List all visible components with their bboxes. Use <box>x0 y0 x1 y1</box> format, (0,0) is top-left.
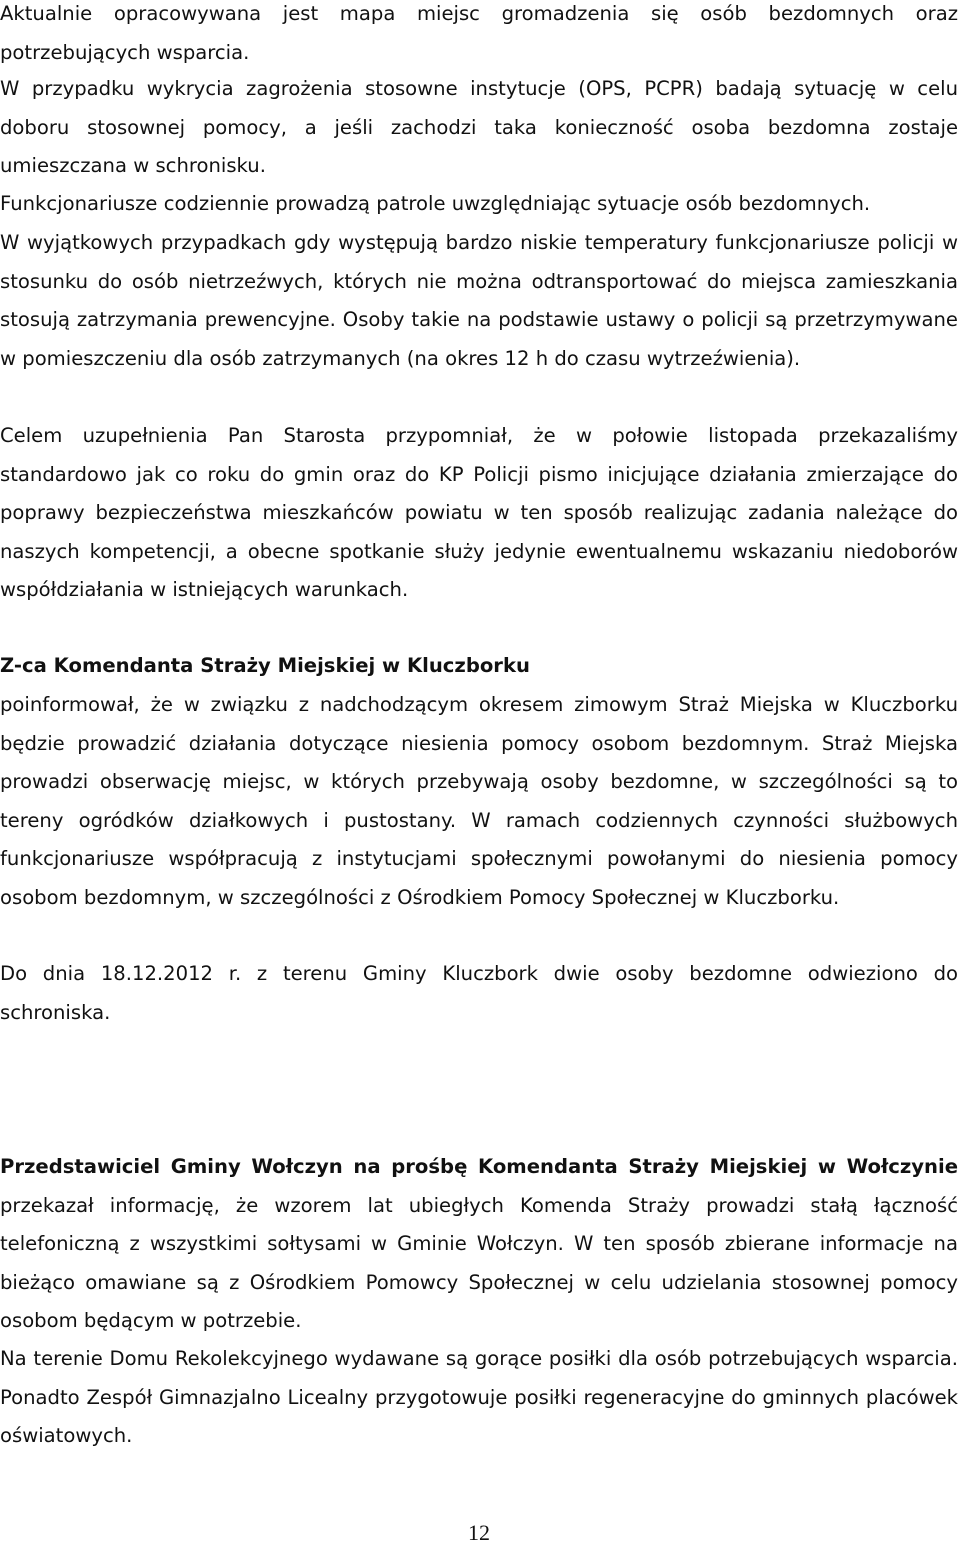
paragraph-police-detention: W wyjątkowych przypadkach gdy występują bardzo niskie temperatury funkcjonariusze policji w stosunku do osób nietrzeźwych, których nie można odtransportować do miejsca zamieszkania stosują zatrzymania prewencyjne. Osoby takie na podstawie ustawy o policji są przetrzymywane w pomieszczeniu dla osób zatrzymanych (na okres 12 h do czasu wytrzeźwienia). <box>0 231 958 370</box>
wolczyn-report-body: przekazał informację, że wzorem lat ubiegłych Komenda Straży prowadzi stałą łączność telefoniczną z wszystkimi sołtysami w Gminie Wołczyn. W ten sposób zbierane informacje na bieżąco omawiane są z Ośrodkiem Pomowcy Społecznej w celu udzielania stosownej pomocy osobom będącym w potrzebie. <box>0 1193 958 1332</box>
heading-city-guard-kluczbork: Z-ca Komendanta Straży Miejskiej w Kluczborku <box>0 654 530 677</box>
wolczyn-report-bold-lead: Przedstawiciel Gminy Wołczyn na prośbę Komendanta Straży Miejskiej w Wołczynie <box>0 1155 958 1178</box>
paragraph-hot-meals: Na terenie Domu Rekolekcyjnego wydawane są gorące posiłki dla osób potrzebujących wsparcia. Ponadto Zespół Gimnazjalno Licealny przygotowuje posiłki regeneracyjne do gminnych placówek oświatowych. <box>0 1347 958 1447</box>
page-number: 12 <box>468 1520 490 1545</box>
paragraph-threat-response: W przypadku wykrycia zagrożenia stosowne instytucje (OPS, PCPR) badają sytuację w celu doboru stosownej pomocy, a jeśli zachodzi taka konieczność osoba bezdomna zostaje umieszczana w schronisku. <box>0 77 958 177</box>
paragraph-homeless-map: Aktualnie opracowywana jest mapa miejsc gromadzenia się osób bezdomnych oraz potrzebujących wsparcia. <box>0 2 958 64</box>
paragraph-patrols: Funkcjonariusze codziennie prowadzą patrole uwzględniając sytuacje osób bezdomnych. <box>0 192 871 215</box>
paragraph-wolczyn-report <box>0 1148 958 1341</box>
paragraph-starosta-reminder: Celem uzupełnienia Pan Starosta przypomniał, że w połowie listopada przekazaliśmy standardowo jak co roku do gmin oraz do KP Policji pismo inicjujące działania zmierzające do poprawy bezpieczeństwa mieszkańców powiatu w ten sposób realizując zadania należące do naszych kompetencji, a obecne spotkanie służy jedynie ewentualnemu wskazaniu niedoborów współdziałania w istniejących warunkach. <box>0 424 958 601</box>
paragraph-shelter-transport: Do dnia 18.12.2012 r. z terenu Gminy Kluczbork dwie osoby bezdomne odwieziono do schroniska. <box>0 962 958 1024</box>
paragraph-city-guard-report: poinformował, że w związku z nadchodzącym okresem zimowym Straż Miejska w Kluczborku będzie prowadzić działania dotyczące niesienia pomocy osobom bezdomnym. Straż Miejska prowadzi obserwację miejsc, w których przebywają osoby bezdomne, w szczególności są to tereny ogródków działkowych i pustostany. W ramach codziennych czynności służbowych funkcjonariusze współpracują z instytucjami społecznymi powołanymi do niesienia pomocy osobom bezdomnym, w szczególności z Ośrodkiem Pomocy Społecznej w Kluczborku. <box>0 693 958 909</box>
